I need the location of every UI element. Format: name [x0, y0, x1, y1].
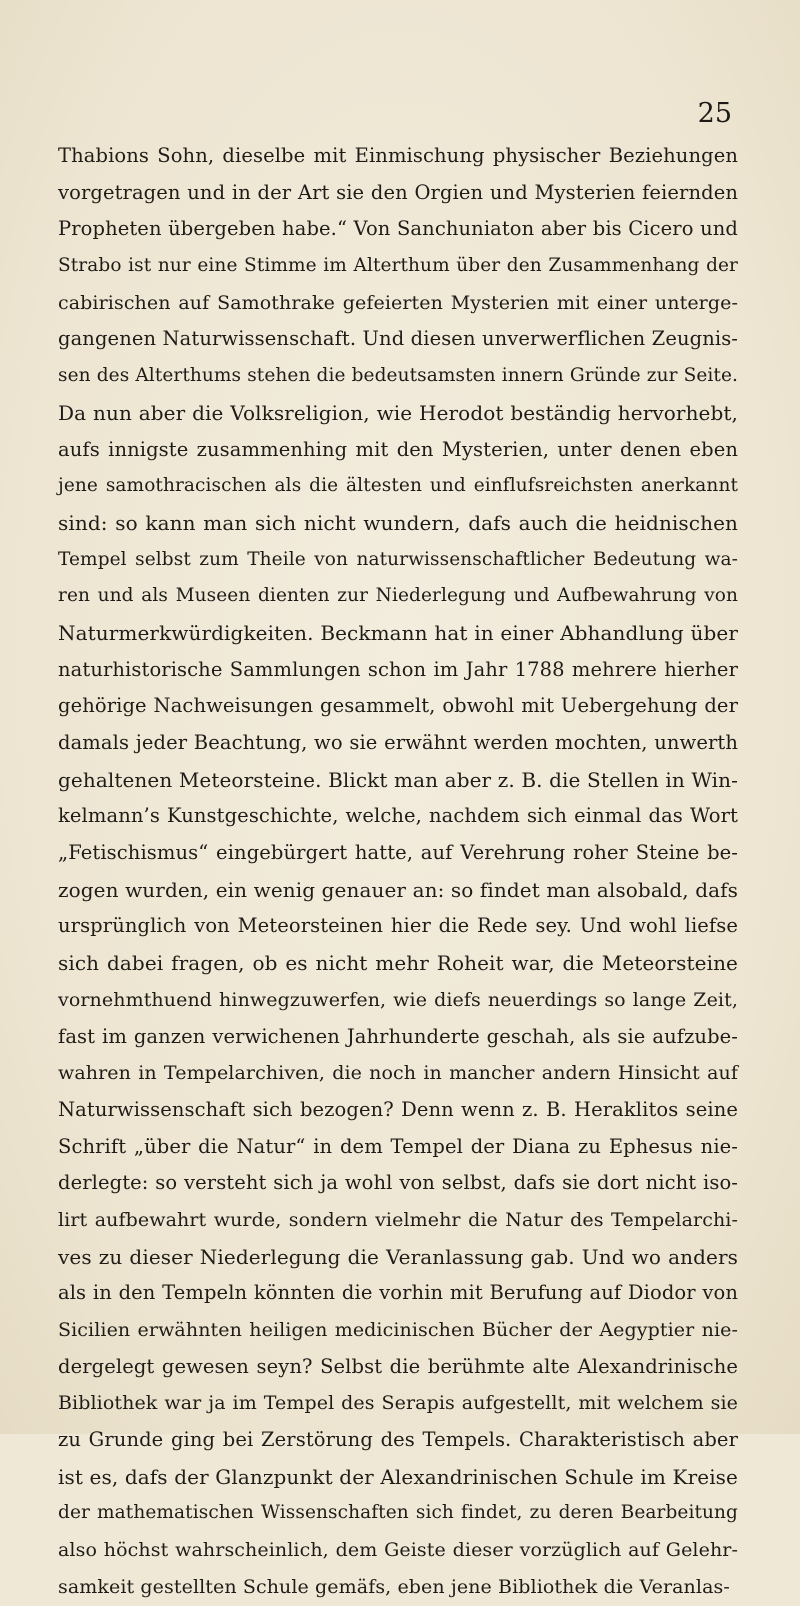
text-line: Da nun aber die Volksreligion, wie Herodot beständig hervorhebt, [58, 400, 738, 425]
text-line: „Fetischismus“ eingebürgert hatte, auf Verehrung roher Steine be- [58, 841, 738, 865]
text-line: Thabions Sohn, dieselbe mit Einmischung physischer Beziehungen [58, 144, 738, 167]
text-line: zu Grunde ging bei Zerstörung des Tempels. Charakteristisch aber [58, 1428, 738, 1452]
text-line: aufs innigste zusammenhing mit den Mysterien, unter denen eben [58, 437, 738, 461]
text-line: Naturwissenschaft sich bezogen? Denn wenn z. B. Heraklitos seine [58, 1097, 738, 1121]
text-line: ursprünglich von Meteorsteinen hier die Rede sey. Und wohl liefse [58, 914, 738, 938]
text-line: ves zu dieser Niederlegung die Veranlassung gab. Und wo anders [58, 1244, 738, 1269]
text-line: vorgetragen und in der Art sie den Orgien und Mysterien feiernden [58, 180, 738, 204]
text-line: Tempel selbst zum Theile von naturwissenschaftlicher Bedeutung wa- [58, 548, 738, 570]
text-line: derlegte: so versteht sich ja wohl von selbst, dafs sie dort nicht iso- [58, 1171, 738, 1195]
text-line: Propheten übergeben habe.“ Von Sanchuniaton aber bis Cicero und [58, 217, 738, 241]
text-line: naturhistorische Sammlungen schon im Jahr 1788 mehrere hierher [58, 657, 738, 681]
body-text [58, 138, 738, 1606]
text-line: Schrift „über die Natur“ in dem Tempel der Diana zu Ephesus nie- [58, 1134, 738, 1158]
text-line: also höchst wahrscheinlich, dem Geiste dieser vorzüglich auf Gelehr- [58, 1539, 738, 1562]
text-line: der mathematischen Wissenschaften sich findet, zu deren Bearbeitung [58, 1502, 738, 1524]
text-line: gangenen Naturwissenschaft. Und diesen unverwerflichen Zeugnis- [58, 327, 738, 351]
text-line: als in den Tempeln könnten die vorhin mit Berufung auf Diodor von [58, 1281, 738, 1305]
text-line: gehörige Nachweisungen gesammelt, obwohl mit Uebergehung der [58, 694, 738, 718]
text-line: kelmann’s Kunstgeschichte, welche, nachdem sich einmal das Wort [58, 804, 738, 828]
text-line: ist es, dafs der Glanzpunkt der Alexandrinischen Schule im Kreise [58, 1464, 738, 1489]
text-line: wahren in Tempelarchiven, die noch in mancher andern Hinsicht auf [58, 1062, 738, 1085]
text-line: Strabo ist nur eine Stimme im Alterthum über den Zusammenhang der [58, 255, 738, 277]
text-line: dergelegt gewesen seyn? Selbst die berühmte alte Alexandrinische [58, 1354, 738, 1378]
text-line: sind: so kann man sich nicht wundern, dafs auch die heidnischen [58, 510, 738, 535]
text-line: gehaltenen Meteorsteine. Blickt man aber z. B. die Stellen in Win- [58, 767, 738, 792]
text-line: fast im ganzen verwichenen Jahrhunderte geschah, als sie aufzube- [58, 1024, 738, 1048]
text-line: ren und als Museen dienten zur Niederlegung und Aufbewahrung von [58, 585, 738, 607]
text-line: Bibliothek war ja im Tempel des Serapis aufgestellt, mit welchem sie [58, 1392, 738, 1415]
text-line: cabirischen auf Samothrake gefeierten Mysterien mit einer unterge- [58, 291, 738, 314]
text-line: damals jeder Beachtung, wo sie erwähnt werden mochten, unwerth [58, 731, 738, 754]
text-line: sen des Alterthums stehen die bedeutsamsten innern Gründe zur Seite. [58, 365, 738, 387]
page-number: 25 [697, 98, 732, 129]
text-line: jene samothracischen als die ältesten und einflufsreichsten anerkannt [58, 475, 738, 497]
text-line: samkeit gestellten Schule gemäfs, eben jene Bibliothek die Veranlas- [58, 1575, 730, 1598]
text-line: vornehmthuend hinwegzuwerfen, wie diefs neuerdings so lange Zeit, [58, 988, 738, 1011]
text-line: sich dabei fragen, ob es nicht mehr Roheit war, die Meteorsteine [58, 951, 738, 976]
text-line: zogen wurden, ein wenig genauer an: so findet man alsobald, dafs [58, 877, 738, 902]
text-line: lirt aufbewahrt wurde, sondern vielmehr die Natur des Tempelarchi- [58, 1208, 738, 1231]
text-line: Sicilien erwähnten heiligen medicinischen Bücher der Aegyptier nie- [58, 1319, 738, 1341]
text-line: Naturmerkwürdigkeiten. Beckmann hat in einer Abhandlung über [58, 620, 738, 645]
